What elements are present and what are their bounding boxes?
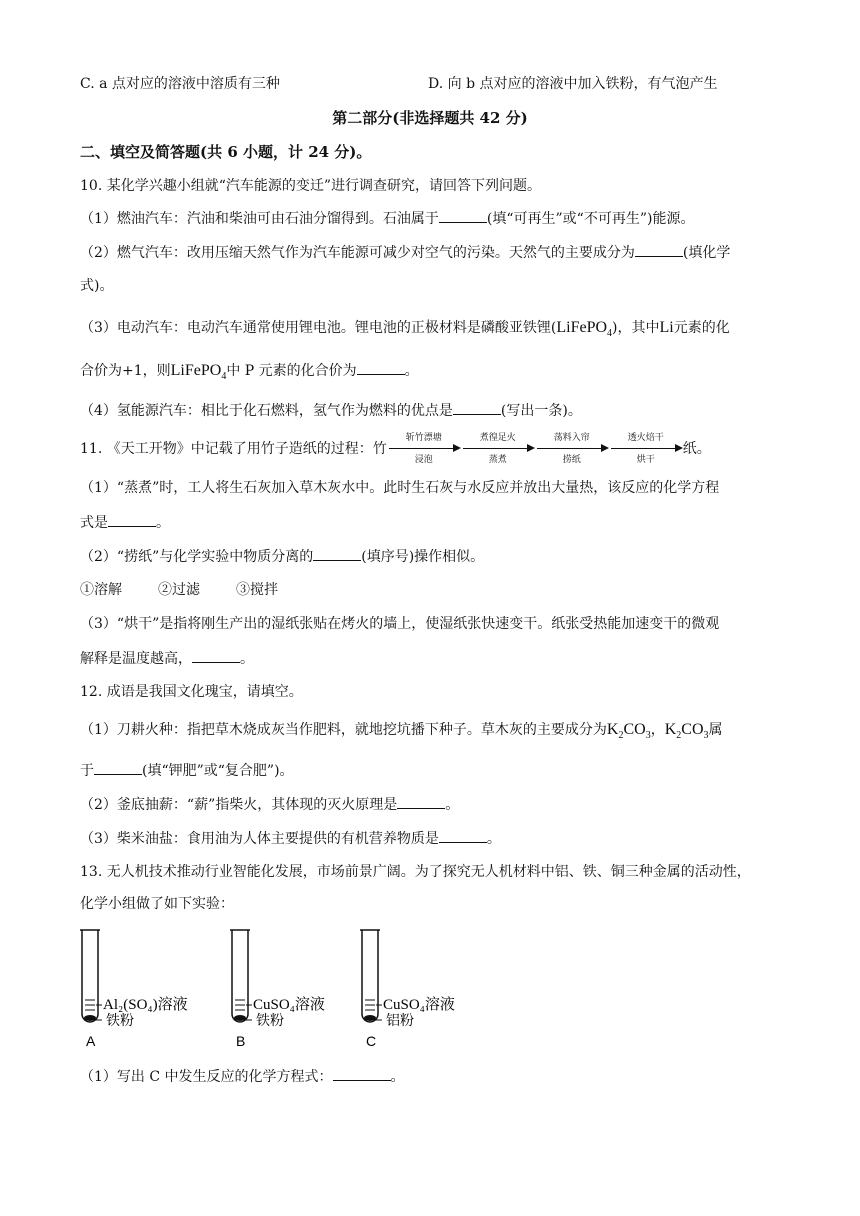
formula-lifepo4: LiFePO$_4$ xyxy=(170,362,227,383)
q13-p1: （1）写出 C 中发生反应的化学方程式： 。 xyxy=(80,1066,788,1087)
answer-blank xyxy=(94,760,142,775)
q11-p3-cont: 解释是温度越高， 。 xyxy=(80,648,788,669)
q10-p2: （2）燃气汽车：改用压缩天然气作为汽车能源可减少对空气的污染。天然气的主要成分为 (填化学 xyxy=(80,242,788,263)
q12-p2: （2）釜底抽薪：“薪”指柴火，其体现的灭火原理是 。 xyxy=(80,794,788,815)
answer-blank xyxy=(635,242,683,257)
q11-p3: （3）“烘干”是指将刚生产出的湿纸张贴在烤火的墙上，使湿纸张快速变干。纸张受热能加速变干的微观 xyxy=(80,616,720,632)
test-tube-c xyxy=(360,930,455,1049)
answer-blank xyxy=(439,208,487,223)
test-tube-b xyxy=(230,930,325,1049)
answer-blank xyxy=(397,794,445,809)
answer-blank xyxy=(357,360,405,375)
tube-a-solution: Al₂(SO₄)溶液 xyxy=(103,997,188,1013)
q13-stem: 13. 无人机技术推动行业智能化发展，市场前景广阔。为了探究无人机材料中铝、铁、铜三种金属的活动性， xyxy=(80,864,751,880)
q10-p2-cont: 式)。 xyxy=(80,278,114,294)
section2-title: 二、填空及简答题(共 6 小题，计 24 分)。 xyxy=(80,143,372,161)
test-tube-a xyxy=(80,930,188,1049)
tube-b-solution: CuSO₄溶液 xyxy=(253,997,325,1013)
formula-li: Li xyxy=(659,319,674,336)
process-arrow: 斩竹漂塘 浸泡 xyxy=(387,432,461,466)
process-arrow: 煮徨足火 蒸煮 xyxy=(461,432,535,466)
q11-p1-cont: 式是 。 xyxy=(80,512,788,533)
formula-k2co3: $K_2CO_3$ xyxy=(664,721,709,742)
option-stir: ③搅拌 xyxy=(236,582,278,598)
option-c: C. a 点对应的溶液中溶质有三种 xyxy=(80,76,280,92)
answer-blank xyxy=(439,828,487,843)
q12-p3: （3）柴米油盐：食用油为人体主要提供的有机营养物质是 。 xyxy=(80,828,788,849)
answer-blank xyxy=(333,1066,391,1081)
tube-b-metal: 铁粉 xyxy=(256,1013,284,1029)
tube-a-label: A xyxy=(86,1033,96,1049)
answer-blank xyxy=(108,512,156,527)
tube-c-label: C xyxy=(366,1033,377,1049)
tube-a-metal: 铁粉 xyxy=(106,1013,134,1029)
tube-c-metal: 铝粉 xyxy=(386,1013,414,1029)
answer-blank xyxy=(313,546,361,561)
formula-k2co3: $K_2CO_3$ xyxy=(606,721,651,742)
answer-blank xyxy=(453,400,501,415)
test-tubes-figure xyxy=(76,928,496,1056)
q11-p2: （2）“捞纸”与化学实验中物质分离的 (填序号)操作相似。 xyxy=(80,546,788,567)
q10-stem: 10. 某化学兴趣小组就“汽车能源的变迁”进行调查研究，请回答下列问题。 xyxy=(80,178,542,194)
q12-p1-cont: 于 (填“钾肥”或“复合肥”)。 xyxy=(80,760,788,781)
q10-p3-cont: 合价为+1，则LiFePO$_4$中 P 元素的化合价为 。 xyxy=(80,362,419,383)
q10-p3: （3）电动汽车：电动汽车通常使用锂电池。锂电池的正极材料是磷酸亚铁锂(LiFePO$_4$)，其中Li元素的化 xyxy=(80,319,730,340)
part2-title: 第二部分(非选择题共 42 分) xyxy=(332,109,528,127)
option-dissolve: ①溶解 xyxy=(80,582,122,598)
q10-p1: （1）燃油汽车：汽油和柴油可由石油分馏得到。石油属于 (填“可再生”或“不可再生”)能源。 xyxy=(80,208,788,229)
process-arrow: 透火焙干 烘干 xyxy=(609,432,683,466)
option-d: D. 向 b 点对应的溶液中加入铁粉，有气泡产生 xyxy=(428,76,718,92)
q13-stem-cont: 化学小组做了如下实验： xyxy=(80,896,234,912)
q10-p4: （4）氢能源汽车：相比于化石燃料，氢气作为燃料的优点是 (写出一条)。 xyxy=(80,400,788,421)
q12-p1: （1）刀耕火种：指把草木烧成灰当作肥料，就地挖坑播下种子。草木灰的主要成分为$K_2CO_3$，$K_2CO_3$属 xyxy=(80,721,723,742)
tube-b-label: B xyxy=(236,1033,246,1049)
q11-p1: （1）“蒸煮”时，工人将生石灰加入草木灰水中。此时生石灰与水反应并放出大量热，该反应的化学方程 xyxy=(80,480,720,496)
formula-lifepo4: LiFePO$_4$ xyxy=(556,319,613,340)
process-arrow: 荡料入帘 捞纸 xyxy=(535,432,609,466)
q11-stem: 11. 《天工开物》中记载了用竹子造纸的过程：竹 斩竹漂塘 浸泡 煮徨足火 蒸煮 荡料入帘 捞纸 透火焙干 烘干 纸。 xyxy=(80,433,711,465)
q12-stem: 12. 成语是我国文化瑰宝，请填空。 xyxy=(80,684,303,700)
q11-options xyxy=(80,580,788,600)
tube-c-solution: CuSO₄溶液 xyxy=(383,997,455,1013)
answer-blank xyxy=(192,648,240,663)
option-filter: ②过滤 xyxy=(158,582,200,598)
